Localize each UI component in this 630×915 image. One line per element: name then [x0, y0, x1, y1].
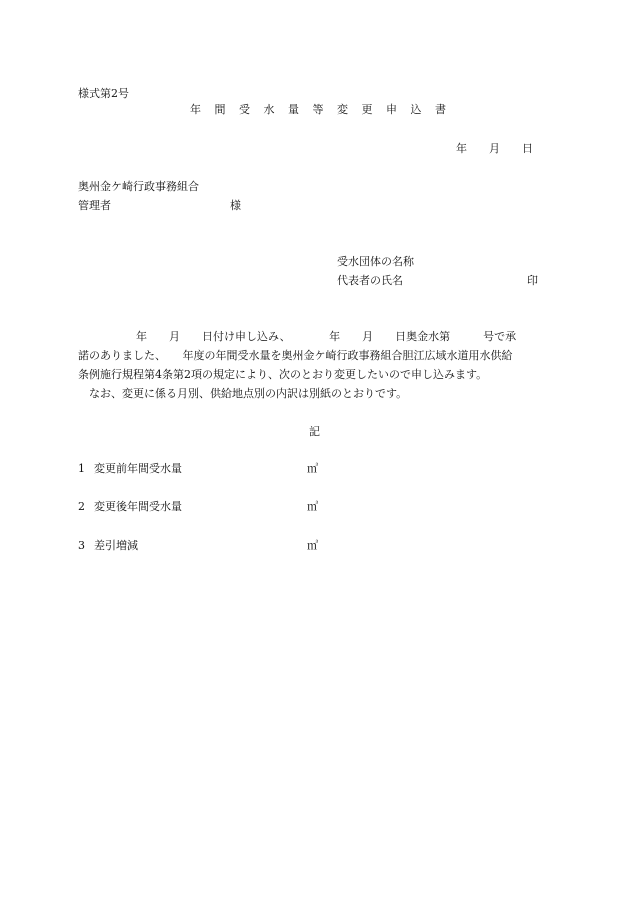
item-number: 1 — [78, 462, 85, 475]
addressee-organization: 奥州金ケ崎行政事務組合 — [78, 180, 199, 193]
ki-heading: 記 — [309, 425, 320, 438]
item-label: 差引増減 — [94, 539, 138, 552]
document-title: 年 間 受 水 量 等 変 更 申 込 書 — [190, 103, 451, 116]
body-line-3: 条例施行規程第4条第2項の規定により、次のとおり変更したいので申し込みます。 — [78, 368, 488, 381]
item-number: 2 — [78, 500, 85, 513]
date-line: 年 月 日 — [456, 142, 533, 155]
representative-label: 代表者の氏名 — [337, 274, 403, 287]
item-label: 変更後年間受水量 — [94, 500, 182, 513]
item-label: 変更前年間受水量 — [94, 462, 182, 475]
body-line-1: 年 月 日付け申し込み、 年 月 日奥金水第 号で承 — [136, 330, 517, 343]
item-number: 3 — [78, 539, 85, 552]
item-unit: ㎥ — [307, 462, 318, 475]
applicant-name-label: 受水団体の名称 — [337, 255, 414, 268]
form-number: 様式第2号 — [78, 87, 129, 100]
addressee-honorific: 様 — [230, 199, 241, 212]
item-unit: ㎥ — [307, 500, 318, 513]
body-line-4: なお、変更に係る月別、供給地点別の内訳は別紙のとおりです。 — [89, 387, 408, 400]
item-unit: ㎥ — [307, 539, 318, 552]
body-line-2: 諾のありました、 年度の年間受水量を奥州金ケ崎行政事務組合胆江広域水道用水供給 — [78, 349, 513, 362]
addressee-administrator: 管理者 — [78, 199, 111, 212]
seal-mark: 印 — [527, 274, 538, 287]
